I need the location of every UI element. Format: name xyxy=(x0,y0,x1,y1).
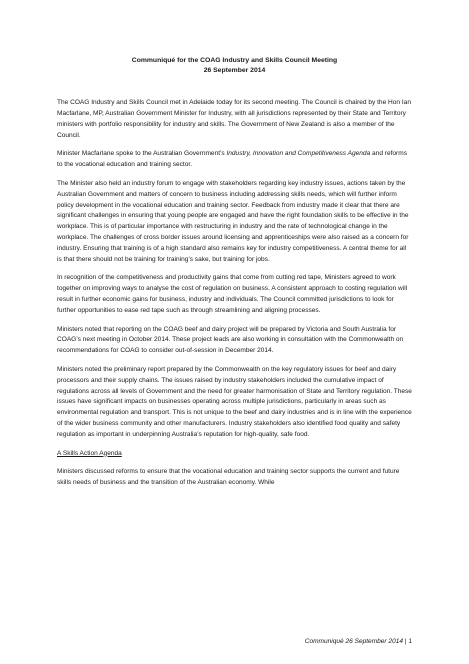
paragraph-skills-agenda: Ministers discussed reforms to ensure that the vocational education and training sector supports the current and future skills needs of business and the transition of the Australian economy. While xyxy=(57,468,400,487)
paragraph-industry-forum: The Minister also held an industry forum to engage with stakeholders regarding key industry issues, actions taken by the Australian Government and matters of concern to business including addressing skills needs, which will further inform policy development in the vocational education and training sector. Feedback from industry made it clear that there are significant challenges in ensuring that young people are engaged and have the right foundation skills to be effective in the workplace. This is of particular importance with restructuring in industry and the rate of technological change in the workplace. The challenges of cross border issues around licensing and apprenticeships were also raised as a concern for industry. Ensuring that training is of a high standard also remains key for industry competitiveness. A central theme for all is that there should not be training for training’s sake, but training for jobs. xyxy=(57,179,409,263)
title-line-1: Communiqué for the COAG Industry and Skills Council Meeting xyxy=(131,57,338,64)
paragraph-regulatory-report: Ministers noted the preliminary report prepared by the Commonwealth on the key regulatory issues for beef and dairy processors and their supply chains. The issues raised by industry stakeholders included the cumulative impact of regulations across all levels of Government and the need for greater harmonisation of State and Territory regulation. These issues have significant impacts on businesses operating across multiple jurisdictions, particularly in areas such as environmental regulation and transport. This is not unique to the beef and dairy industries and is in line with the experience of the wider business community and other manufacturers. Industry stakeholders also identified food quality and safety regulation as important in underpinning Australia’s reputation for high-quality, safe food. xyxy=(57,365,412,438)
section-heading: A Skills Action Agenda xyxy=(57,449,122,457)
paragraph-red-tape: In recognition of the competitiveness and productivity gains that come from cutting red tape, Ministers agreed to work together on improving ways to analyse the cost of regulation on business. A consistent approach to costing regulation will result in further economic gains for business, industry and individuals. The Council committed jurisdictions to look for further opportunities to ease red tape such as through streamlining and aligning processes. xyxy=(57,274,408,314)
footer-label: Communiqué 26 September 2014 xyxy=(304,638,403,645)
paragraph-beef-dairy-reporting: Ministers noted that reporting on the COAG beef and dairy project will be prepared by Victoria and South Australia for COAG’s next meeting in October 2014. These project leads are also working in consultation with the Commonwealth on recommendations for COAG to consider out-of-session in December 2014. xyxy=(57,325,404,355)
title-line-2: 26 September 2014 xyxy=(203,66,266,74)
page-title xyxy=(57,56,412,75)
paragraph-minister xyxy=(57,149,412,171)
page-footer xyxy=(305,637,412,646)
page-number: 1 xyxy=(408,638,412,645)
paragraph-intro: The COAG Industry and Skills Council met in Adelaide today for its second meeting. The Council is chaired by the Hon Ian Macfarlane, MP, Australian Government Minister for Industry, with all jurisdictions represented by their State and Territory ministers with portfolio responsibility for industry and skills. The Government of New Zealand is also a member of the Council. xyxy=(57,99,411,139)
minister-suffix: and reforms to the vocational education and training sector. xyxy=(57,150,407,169)
footer-separator: | xyxy=(403,638,409,645)
minister-prefix: Minister Macfarlane spoke to the Australian Government’s xyxy=(57,150,227,158)
agenda-title: Industry, Innovation and Competitiveness Agenda xyxy=(226,150,371,158)
